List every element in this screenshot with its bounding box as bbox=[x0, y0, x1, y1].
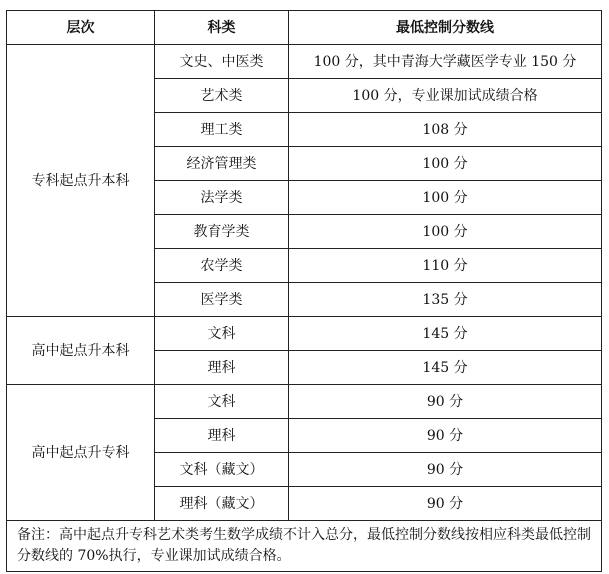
note-row bbox=[7, 521, 602, 572]
score-cell: 145 分 bbox=[289, 351, 602, 385]
subject-cell: 理科 bbox=[155, 351, 289, 385]
score-cell: 145 分 bbox=[289, 317, 602, 351]
subject-cell: 文科（藏文） bbox=[155, 453, 289, 487]
table-row bbox=[7, 385, 602, 419]
score-cell: 90 分 bbox=[289, 487, 602, 521]
level-cell: 高中起点升本科 bbox=[7, 317, 155, 385]
table-header-row bbox=[7, 11, 602, 45]
score-cell: 110 分 bbox=[289, 249, 602, 283]
level-cell: 专科起点升本科 bbox=[7, 45, 155, 317]
score-cell: 90 分 bbox=[289, 419, 602, 453]
subject-cell: 理科 bbox=[155, 419, 289, 453]
score-cell: 90 分 bbox=[289, 385, 602, 419]
score-cell: 100 分，专业课加试成绩合格 bbox=[289, 79, 602, 113]
subject-cell: 法学类 bbox=[155, 181, 289, 215]
subject-cell: 理工类 bbox=[155, 113, 289, 147]
header-level: 层次 bbox=[7, 11, 155, 45]
subject-cell: 教育学类 bbox=[155, 215, 289, 249]
header-min-score: 最低控制分数线 bbox=[289, 11, 602, 45]
subject-cell: 理科（藏文） bbox=[155, 487, 289, 521]
subject-cell: 文科 bbox=[155, 385, 289, 419]
subject-cell: 经济管理类 bbox=[155, 147, 289, 181]
table-row bbox=[7, 45, 602, 79]
score-cell: 100 分 bbox=[289, 215, 602, 249]
score-cell: 100 分 bbox=[289, 181, 602, 215]
subject-cell: 文科 bbox=[155, 317, 289, 351]
subject-cell: 文史、中医类 bbox=[155, 45, 289, 79]
score-cell: 100 分 bbox=[289, 147, 602, 181]
subject-cell: 艺术类 bbox=[155, 79, 289, 113]
score-cell: 100 分，其中青海大学藏医学专业 150 分 bbox=[289, 45, 602, 79]
minimum-score-table bbox=[6, 10, 602, 572]
score-cell: 135 分 bbox=[289, 283, 602, 317]
score-cell: 90 分 bbox=[289, 453, 602, 487]
level-cell: 高中起点升专科 bbox=[7, 385, 155, 521]
score-table-container bbox=[6, 10, 601, 572]
header-subject: 科类 bbox=[155, 11, 289, 45]
subject-cell: 医学类 bbox=[155, 283, 289, 317]
score-cell: 108 分 bbox=[289, 113, 602, 147]
subject-cell: 农学类 bbox=[155, 249, 289, 283]
table-row bbox=[7, 317, 602, 351]
note-text: 备注：高中起点升专科艺术类考生数学成绩不计入总分，最低控制分数线按相应科类最低控制分数线的 70%执行，专业课加试成绩合格。 bbox=[7, 521, 602, 572]
